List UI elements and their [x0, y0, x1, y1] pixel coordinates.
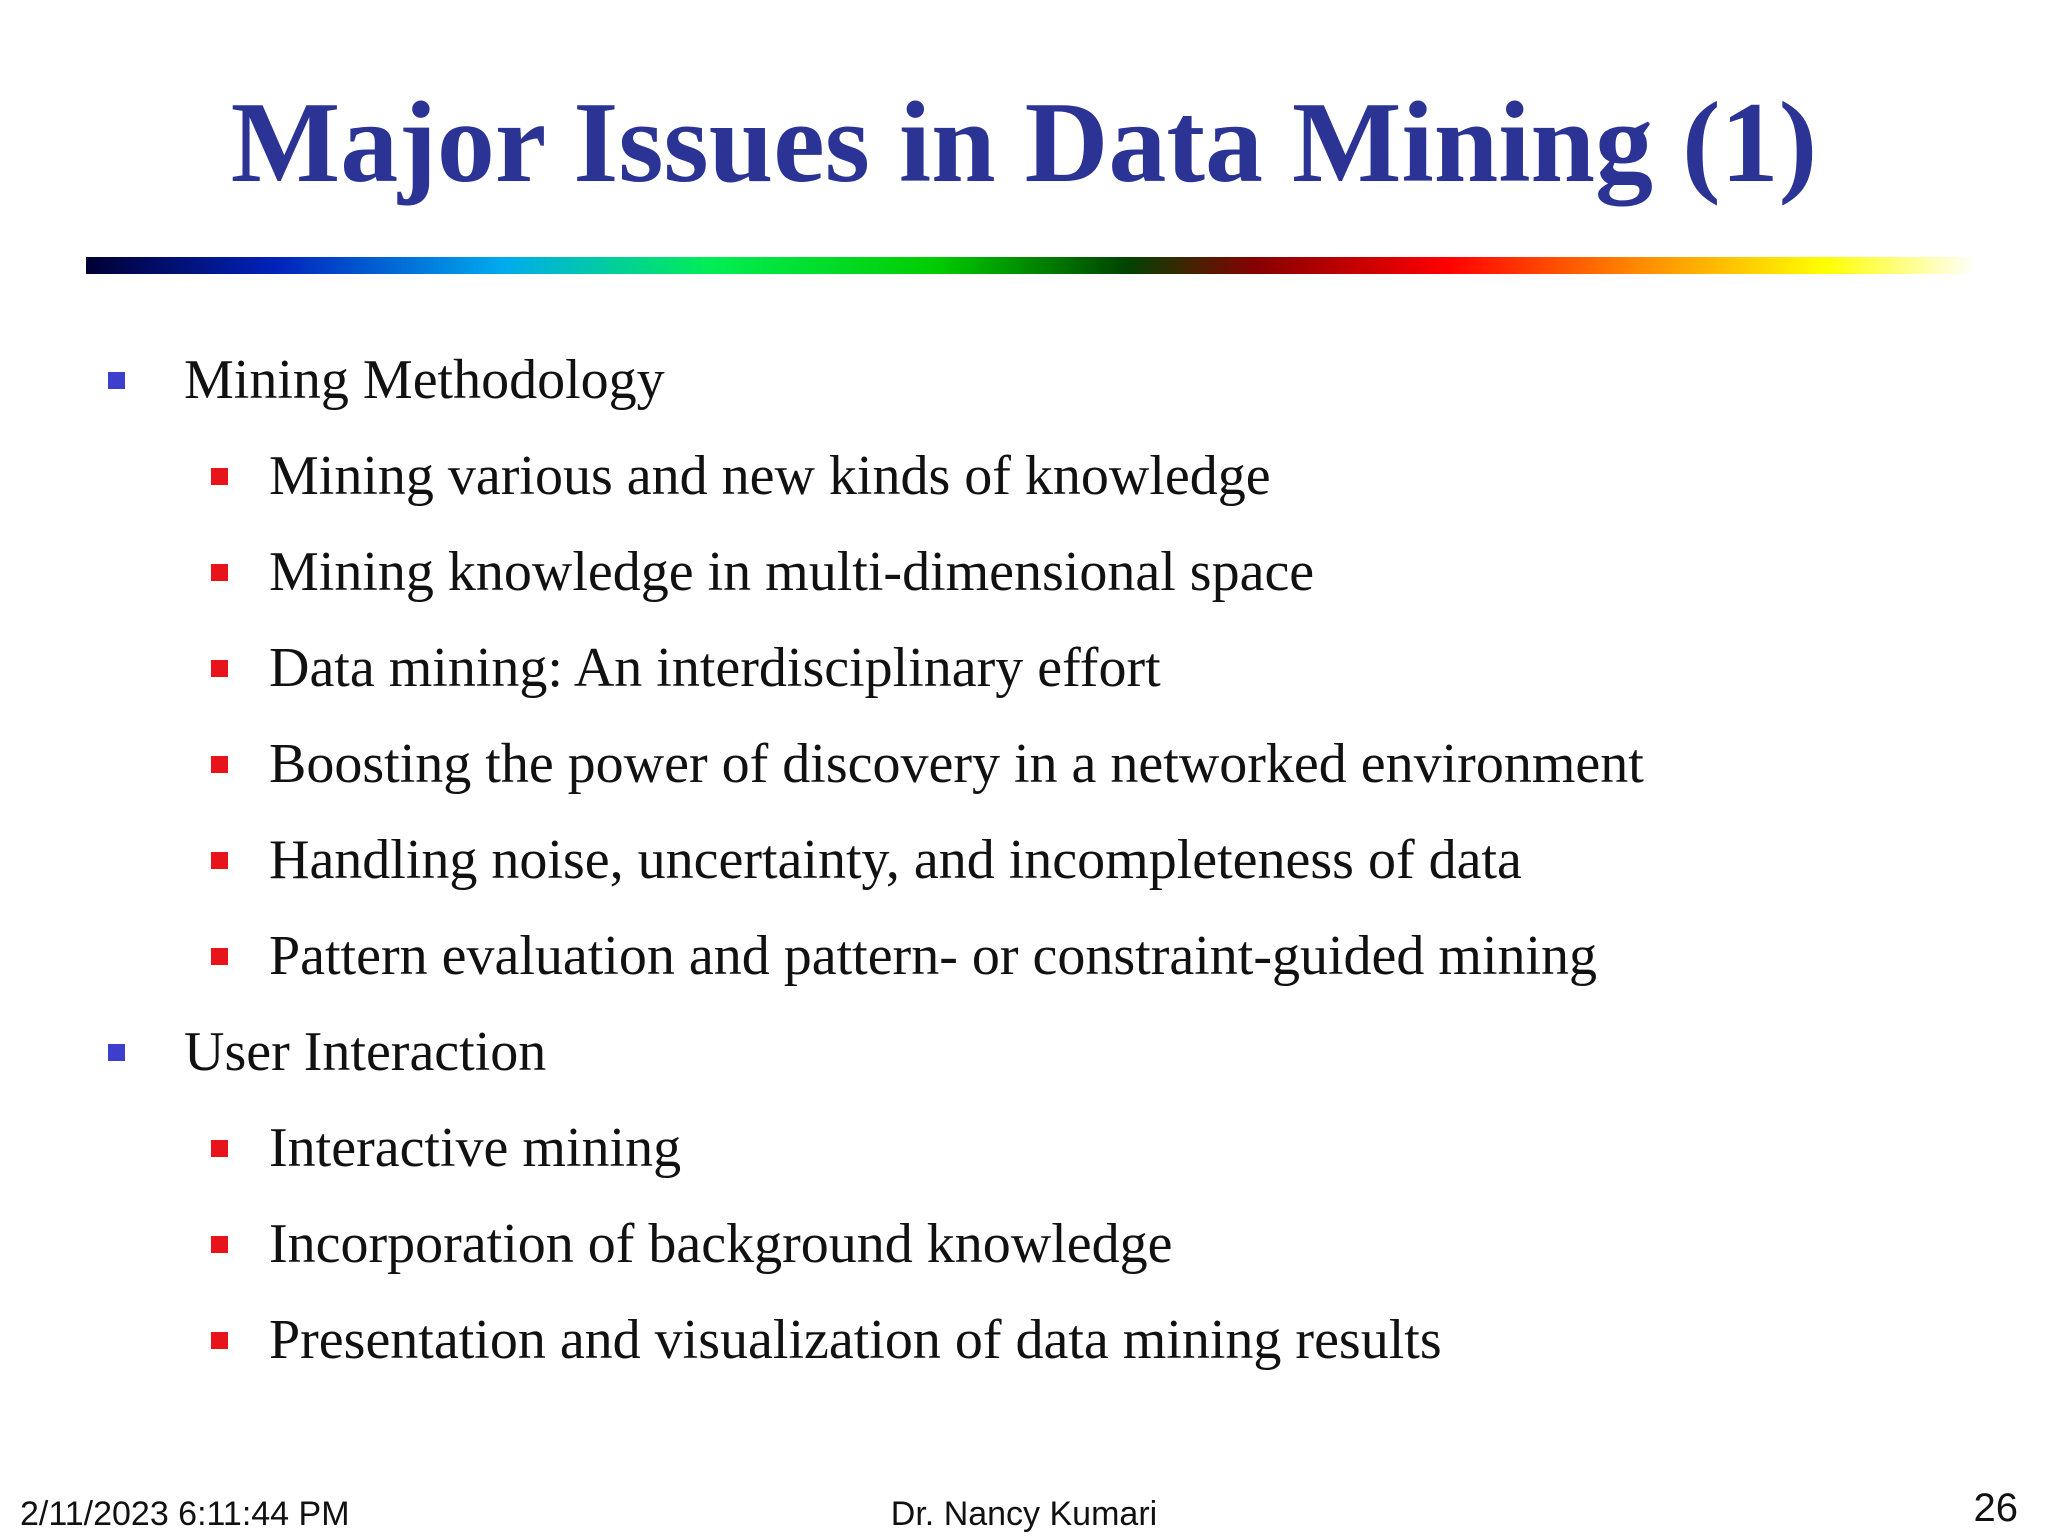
- section-label: Mining Methodology: [184, 349, 665, 411]
- list-item: [211, 441, 1271, 511]
- square-bullet-icon: [211, 1236, 228, 1253]
- square-bullet-icon: [211, 660, 228, 677]
- square-bullet-icon: [211, 468, 228, 485]
- square-bullet-icon: [211, 756, 228, 773]
- footer-author: Dr. Nancy Kumari: [890, 1495, 1158, 1533]
- page-number: 26: [1973, 1486, 2018, 1530]
- square-bullet-icon: [211, 564, 228, 581]
- list-item-text: Interactive mining: [269, 1117, 682, 1179]
- list-item-text: Presentation and visualization of data mining results: [269, 1309, 1442, 1371]
- section-mining-methodology: [108, 345, 665, 415]
- list-item-text: Mining various and new kinds of knowledge: [269, 445, 1271, 507]
- square-bullet-icon: [108, 1044, 125, 1061]
- square-bullet-icon: [211, 1140, 228, 1157]
- list-item-text: Mining knowledge in multi-dimensional space: [269, 541, 1315, 603]
- list-item: [211, 825, 1522, 895]
- square-bullet-icon: [211, 1332, 228, 1349]
- list-item: [211, 921, 1597, 991]
- square-bullet-icon: [211, 948, 228, 965]
- list-item-text: Pattern evaluation and pattern- or constraint-guided mining: [269, 925, 1598, 987]
- list-item: [211, 729, 1644, 799]
- section-user-interaction: [108, 1017, 546, 1087]
- list-item-text: Incorporation of background knowledge: [269, 1213, 1173, 1275]
- section-label: User Interaction: [184, 1021, 547, 1083]
- square-bullet-icon: [108, 372, 125, 389]
- list-item: [211, 633, 1161, 703]
- list-item-text: Boosting the power of discovery in a networked environment: [269, 733, 1644, 795]
- list-item-text: Handling noise, uncertainty, and incompleteness of data: [269, 829, 1522, 891]
- list-item: [211, 1305, 1442, 1375]
- footer-date: 2/11/2023 6:11:44 PM: [20, 1495, 350, 1533]
- square-bullet-icon: [211, 852, 228, 869]
- slide-title: Major Issues in Data Mining (1): [230, 79, 1818, 207]
- list-item: [211, 1113, 681, 1183]
- list-item: [211, 1209, 1173, 1279]
- list-item-text: Data mining: An interdisciplinary effort: [269, 637, 1161, 699]
- list-item: [211, 537, 1314, 607]
